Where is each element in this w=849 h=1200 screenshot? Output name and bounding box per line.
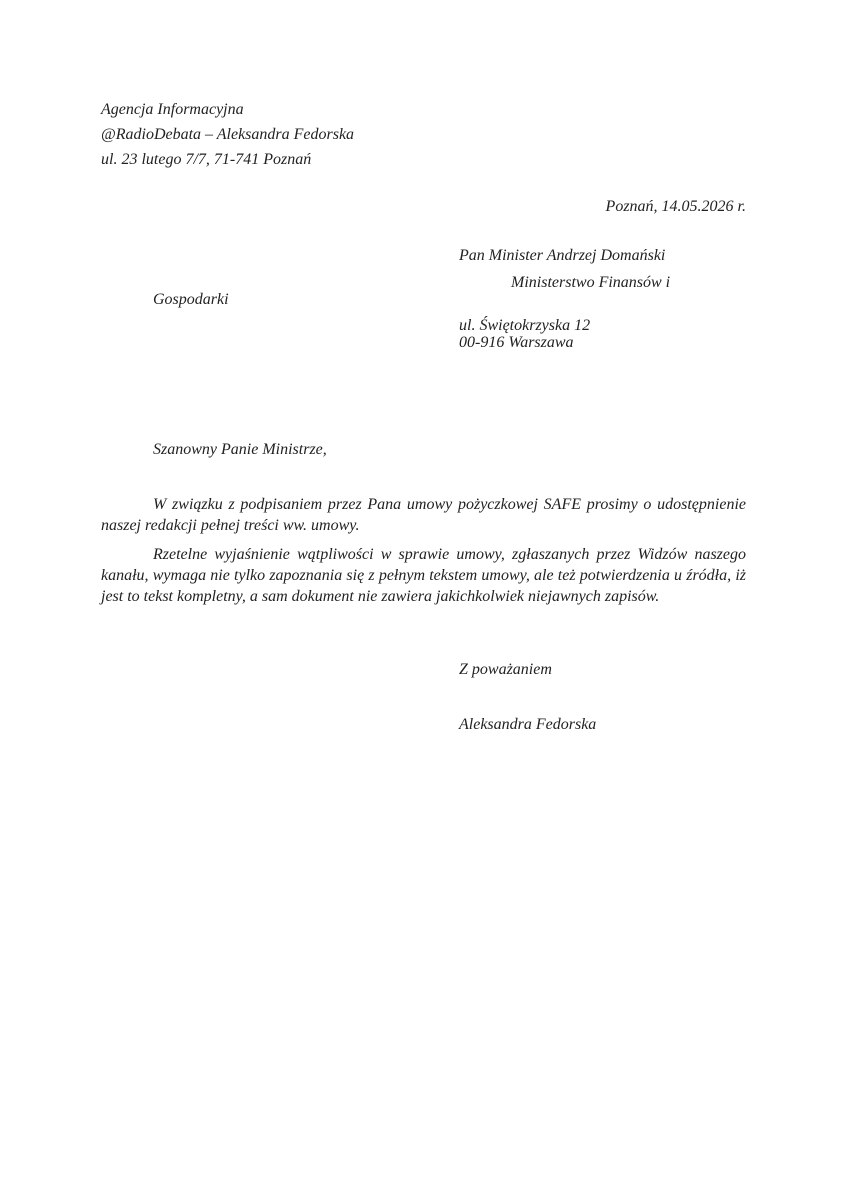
body-paragraph-1: W związku z podpisaniem przez Pana umowy pożyczkowej SAFE prosimy o udostępnienie naszej redakcji pełnej treści ww. umowy.: [101, 496, 746, 534]
recipient-ministry: Ministerstwo Finansów i: [511, 274, 671, 291]
sender-name: @RadioDebata – Aleksandra Fedorska: [101, 126, 355, 143]
body-paragraph-2: Rzetelne wyjaśnienie wątpliwości w sprawie umowy, zgłaszanych przez Widzów naszego kanału, wymaga nie tylko zapoznania się z pełnym tekstem umowy, ale też potwierdzenia u źródła, iż jest to tekst kompletny, a sam dokument nie zawiera jakichkolwiek niejawnych zapisów.: [101, 546, 746, 605]
salutation: Szanowny Panie Ministrze,: [153, 441, 327, 458]
recipient-name: Pan Minister Andrzej Domański: [459, 247, 666, 264]
sender-agency: Agencja Informacyjna: [101, 101, 244, 118]
closing: Z poważaniem: [459, 661, 552, 678]
sender-block: [101, 97, 354, 172]
recipient-city: 00-916 Warszawa: [459, 334, 574, 351]
sender-address: ul. 23 lutego 7/7, 71-741 Poznań: [101, 151, 312, 168]
recipient-address: [459, 317, 590, 351]
letter-date: Poznań, 14.05.2026 r.: [605, 198, 746, 215]
recipient-street: ul. Świętokrzyska 12: [459, 317, 591, 334]
recipient-ministry-continuation: Gospodarki: [153, 291, 229, 308]
signature-name: Aleksandra Fedorska: [459, 716, 597, 733]
